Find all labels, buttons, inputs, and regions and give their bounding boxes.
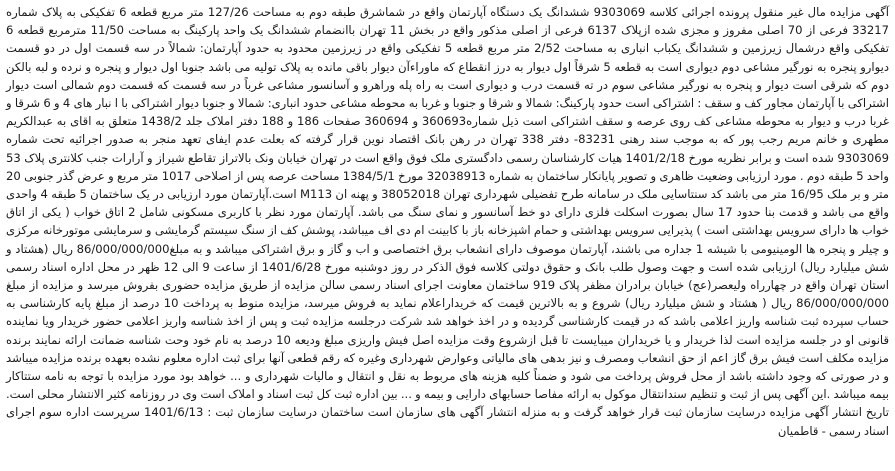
auction-notice-text: آگهی مزایده مال غیر منقول پرونده اجرائی کلاسه 9303069 ششدانگ یک دستگاه آپارتمان واقع در شماشرق طبقه دوم به مساحت 127/26 متر مربع قطعه 6 تفکیکی به پلاک شماره 33217 فرعی از 70 اصلی مفروز و مجزی شده ازپلاک 6137 فرعی از اصلی مذکور واقع در بخش 11 تهران باانضمام ششدانگ یک واحد پارکینگ به مساحت 11/50 مترمربع قطعه 6 تفکیکی واقع درشمال زیرزمین و ششدانگ یکباب انباری به مساحت 2/52 متر مربع قطعه 5 تفکیکی واقع در زیرزمین محدود به حدود آپارتمان: شمالاً در سه قسمت اول در دو قسمت دیوارو پنجره به نورگیر مشاعی دوم دیواری است به قطعه 5 شرقاً اول دیوار به درز انقطاع که ماوراءآن دیوار باقی مانده به پلاک تولیه می باشد جنوبا اول دیوار و پنجره و نرده و لبه بالکن دوم که شرقی است دیوار و پنجره به نورگیر مشاعی سوم در ته قسمت درب و دیواری است به راه پله وراهرو و آسانسور مشاعی غرباً در سه قسمت که قسمت دوم شمالی است دیوار اشتراکی با آپارتمان مجاور کف و سقف : اشتراکی است حدود پارکینگ: شمالا و شرقا و جنوبا و غربا به محوطه مشاعی حدود انباری: شمالا و جنوبا دیوار اشتراکی با ا نبار های 4 و 6 شرقا و غربا درب و دیوار به محوطه مشاعی کف روی عرصه و سقف اشتراکی است ذیل شماره360693 و 360694 صفحات 186 و 188 دفتر املاک جلد 1438/2 متعلق به اقای به عبدالکریم مطهری و خانم مریم رجب پور که به موجب سند رهنی 83231- دفتر 338 تهران در رهن بانک اقتصاد نوین قرار گرفته که بعلت عدم ایفای تعهد منجر به صدور اجرائیه تحت شماره 9303069 شده است و برابر نظریه مورخ 1401/2/18 هیات کارشناسان رسمی دادگستری ملک فوق واقع است در تهران خیابان ونک بالاتراز تقاطع شیراز و آرارات جنب کلانتری پلاک 53 واحد 5 طبقه دوم . مورد ارزیابی وضعیت ظاهری و تصویر پایانکار ساختمان به شماره 32038913 مورخ 1384/5/1 مساحت عرصه پس از اصلاحی 1017 متر مربع و عرض گذر جنوبی 20 متر و بر ملک 16/95 متر می باشد کد سنتاسایی ملک در سامانه طرح تفضیلی شهرداری تهران 38052018 و پهنه ان M113 است.آپارتمان مورد ارزیابی در یک ساختمان 5 طبقه 4 واحدی واقع می باشد و قدمت بنا حدود 17 سال بصورت اسکلت فلزی دارای دو خط آسانسور و نمای سنگ می باشد. آپارتمان مورد نظر با کاربری مسکونی شامل 2 اتاق خواب ( یکی از اتاق خواب ها دارای سرویس بهداشتی است ) پذیرایی سرویس بهداشتی و حمام اشپزخانه باز با کابینت ام دی اف میباشد، پوشش کف از سنگ سیستم گرمایشی و سرمایشی موتورخانه مرکزی و چیلر و پنجره ها الومینیومی با شیشه 1 جداره می باشند، آپارتمان موصوف دارای انشعاب برق اختصاصی و اب و گاز و برق اشتراکی میباشد و به مبلغ86/000/000/000 ریال (هشتاد و شش میلیارد ریال) ارزیابی شده است و جهت وصول طلب بانک و حقوق دولتی کلاسه فوق الذکر در روز دوشنبه مورخ 1401/6/28 از ساعت 9 الی 12 ظهر در محل اداره اسناد رسمی استان تهران واقع در چهارراه ولیعصر(عج) خیابان برادران مظفر پلاک 919 ساختمان معاونت اجرای اسناد رسمی سالن مزایده از طریق مزایده حضوری بفروش میرسد و مزایده از مبلغ 86/000/000/000 ریال ( هشتاد و شش میلیارد ریال) شروع و به بالاترین قیمت که خریداراعلام نماید به فروش میرسد، مزایده منوط به پرداخت 10 درصد از مبلغ پایه کارشناسی به حساب سپرده ثبت شناسه واریز اعلامی باشد که در قیمت کارشناسی گردیده و در اخذ خواهد شد شرکت درجلسه مزایده ثبت و پس از اخذ شناسه واریز اعلامی حضور خریدار ویا نماینده قانونی او در جلسه مزایده است لذا خریدار و یا خریداران میبایست تا قبل ازشروع وقت مزایده اصل فیش واریزی مبلغ ودیعه 10 درصد به نام خود وحت شناسه ضمانت ارائه نمایند برنده مزایده مکلف است فیش برق گاز اعم از حق انشعاب ومصرف و نیز بدهی های مالیاتی وعوارض شهرداری وغیره که رقم قطعی آنها برای ثبت اداره معلوم نشده بعهده برنده مزایده میباشد و در صورتی که وجود داشته باشد از محل فروش پرداخت می شود و ضمناً کلیه هزینه های مربوط به نقل و انتقال و مالیات شهرداری و ... خواهد بود مورد مزایده با توجه به نامه ستتاکار بیمه میباشد .این آگهی پس از ثبت و تنظیم سندانتقال موکول به ارائه مفاصا حسابهای دارایی و بیمه و ... بین اداره ثبت کل ثبت اسناد و املاک است وی در روزنامه کثیر الانتشار محلی است. تاریخ انتشار آگهی مزایده درسایت سازمان ثبت قرار خواهد گرفت و به منزله انتشار آگهی های سازمان است ساختمان درسایت سازمان ثبت : 1401/6/13 سرپرست اداره سوم اجرای اسناد رسمی - قاطمیان [6, 5, 890, 438]
